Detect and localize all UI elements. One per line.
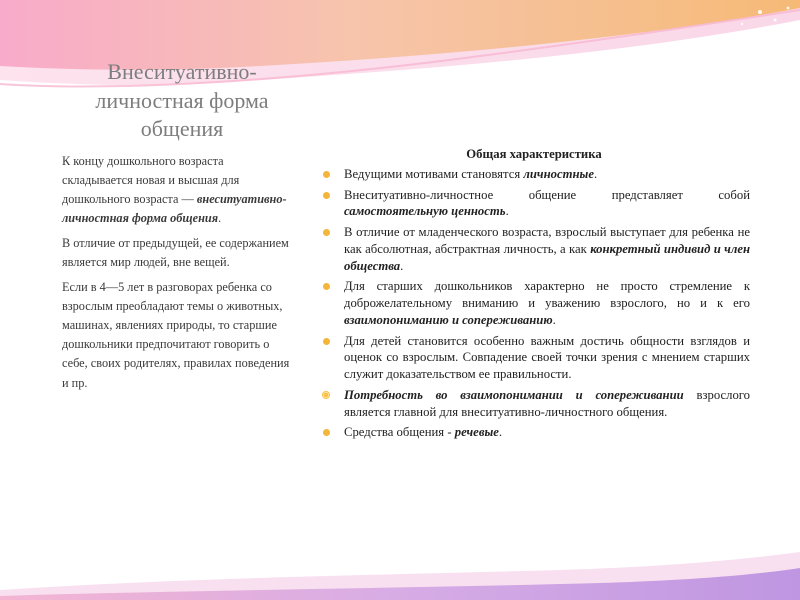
list-item: [318, 278, 750, 328]
item-end: .: [552, 312, 556, 327]
item-end: .: [498, 425, 503, 440]
item-text: Ведущими мотивами становятся: [344, 166, 521, 181]
left-p1-end: .: [218, 211, 222, 226]
item-text: Для старших дошкольников характерно не просто стремление к доброжелательному вниманию и уважению взрослого, но и к его: [344, 279, 750, 311]
item-emphasis: взаимопониманию и сопереживанию: [344, 312, 553, 327]
list-item: [318, 166, 750, 183]
list-item: [318, 387, 750, 421]
item-text: взрослого является главной для внеситуативно-личностного общения.: [344, 387, 751, 419]
item-emphasis: речевые: [454, 425, 499, 440]
list-item: [318, 187, 750, 221]
characteristics-list: [318, 166, 750, 441]
item-emphasis: конкретный индивид и член общества: [344, 241, 751, 273]
bullet-icon: [323, 192, 330, 199]
item-text: Внеситуативно-личностное общение представляет собой: [344, 187, 750, 202]
list-item: [318, 424, 750, 441]
left-paragraph-1: [62, 152, 292, 228]
item-emphasis: личностные: [523, 166, 594, 181]
bullet-icon: [323, 338, 330, 345]
slide-title: [60, 58, 304, 144]
item-end: .: [593, 166, 598, 181]
item-text: В отличие от младенческого возраста, взрослый выступает для ребенка не как абсолютная, абстрактная личность, а как: [344, 225, 750, 256]
item-end: .: [400, 258, 404, 273]
list-item: [318, 224, 750, 274]
title-line-1: Внеситуативно-: [107, 59, 257, 84]
item-emphasis: Потребность во взаимопонимании и сопереживании: [344, 387, 684, 402]
title-line-3: общения: [140, 116, 224, 142]
right-text-column: [318, 146, 750, 445]
bullet-icon: [323, 171, 330, 178]
left-p1-emphasis: внеситуативно-личностная форма общения: [62, 192, 287, 226]
item-text: Средства общения -: [344, 425, 452, 440]
title-line-2: личностная форма: [95, 87, 269, 113]
sun-bullet-icon: [322, 391, 330, 399]
left-paragraph-3: Если в 4—5 лет в разговорах ребенка со взрослым преобладают темы о животных, машинах, явлениях природы, то старшие дошкольники предпочитают говорить о себе, своих родителях, правилах поведения и пр.: [62, 280, 290, 390]
item-end: .: [505, 204, 509, 219]
section-heading: Общая характеристика: [466, 147, 602, 161]
item-text: Для детей становится особенно важным достичь общности взглядов и оценок со взрослым. Совпадение своей точки зрения с мнением старших служит доказательством ее правильности.: [344, 333, 750, 382]
left-paragraph-2: В отличие от предыдущей, ее содержанием является мир людей, вне вещей.: [62, 236, 289, 270]
left-text-column: [62, 152, 292, 399]
bullet-icon: [323, 229, 330, 236]
bullet-icon: [323, 283, 330, 290]
list-item: [318, 333, 750, 383]
left-p1-text: К концу дошкольного возраста складывается новая и высшая для дошкольного возраста —: [62, 154, 240, 207]
item-emphasis: самостоятельную ценность: [344, 204, 506, 219]
bullet-icon: [323, 429, 330, 436]
